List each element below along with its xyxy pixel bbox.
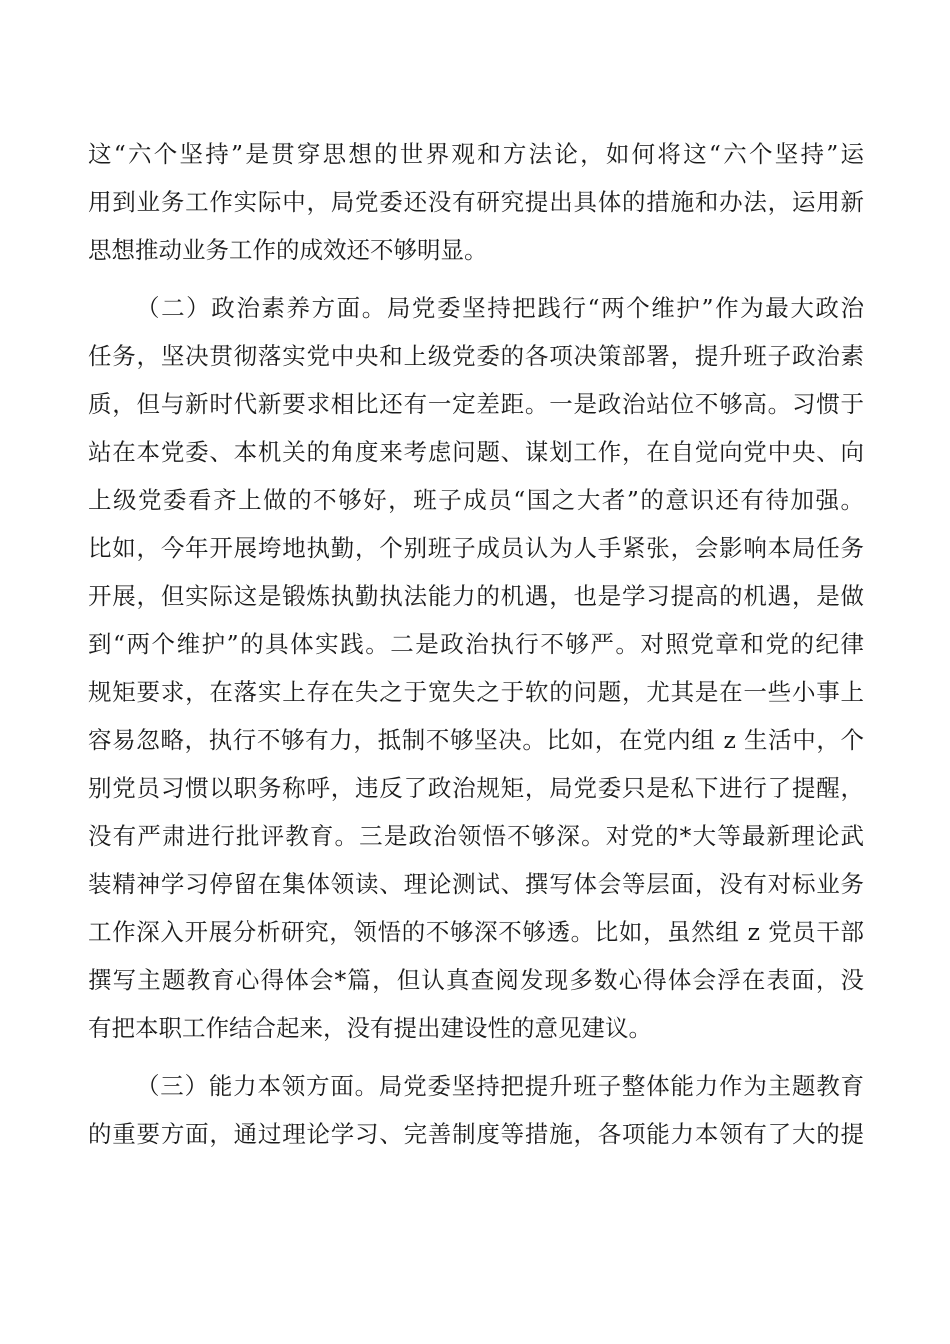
text-line: 任务，坚决贯彻落实党中央和上级党委的各项决策部署，提升班子政治素 bbox=[88, 342, 864, 370]
text-line: 用到业务工作实际中，局党委还没有研究提出具体的措施和办法，运用新 bbox=[88, 188, 864, 216]
text-line: 有把本职工作结合起来，没有提出建设性的意见建议。 bbox=[88, 1014, 652, 1042]
text-line: 站在本党委、本机关的角度来考虑问题、谋划工作，在自觉向党中央、向 bbox=[88, 438, 864, 466]
paragraph-3 bbox=[88, 1062, 864, 1158]
text-line: （三）能力本领方面。局党委坚持把提升班子整体能力作为主题教育 bbox=[136, 1072, 864, 1100]
text-line: 撰写主题教育心得体会*篇，但认真查阅发现多数心得体会浮在表面，没 bbox=[88, 966, 864, 994]
text-line: 别党员习惯以职务称呼，违反了政治规矩，局党委只是私下进行了提醒， bbox=[88, 774, 864, 802]
text-line: 没有严肃进行批评教育。三是政治领悟不够深。对党的*大等最新理论武 bbox=[88, 822, 864, 850]
text-line: 这“六个坚持”是贯穿思想的世界观和方法论，如何将这“六个坚持”运 bbox=[88, 140, 864, 168]
text-line: 思想推动业务工作的成效还不够明显。 bbox=[88, 236, 488, 264]
text-line: 工作深入开展分析研究，领悟的不够深不够透。比如，虽然组 z 党员干部 bbox=[88, 918, 864, 946]
text-line: 比如，今年开展垮地执勤，个别班子成员认为人手紧张，会影响本局任务 bbox=[88, 534, 864, 562]
document-body bbox=[88, 130, 864, 1158]
text-line: 装精神学习停留在集体领读、理论测试、撰写体会等层面，没有对标业务 bbox=[88, 870, 864, 898]
paragraph-gap bbox=[88, 1052, 864, 1062]
text-line: （二）政治素养方面。局党委坚持把践行“两个维护”作为最大政治 bbox=[136, 294, 864, 322]
text-line: 上级党委看齐上做的不够好，班子成员“国之大者”的意识还有待加强。 bbox=[88, 486, 864, 514]
text-line: 的重要方面，通过理论学习、完善制度等措施，各项能力本领有了大的提 bbox=[88, 1120, 864, 1148]
text-line: 开展，但实际这是锻炼执勤执法能力的机遇，也是学习提高的机遇，是做 bbox=[88, 582, 864, 610]
paragraph-2 bbox=[88, 284, 864, 1052]
paragraph-1 bbox=[88, 130, 864, 274]
text-line: 容易忽略，执行不够有力，抵制不够坚决。比如，在党内组 z 生活中，个 bbox=[88, 726, 864, 754]
text-line: 到“两个维护”的具体实践。二是政治执行不够严。对照党章和党的纪律 bbox=[88, 630, 864, 658]
text-line: 规矩要求，在落实上存在失之于宽失之于软的问题，尤其是在一些小事上 bbox=[88, 678, 864, 706]
paragraph-gap bbox=[88, 274, 864, 284]
text-line: 质，但与新时代新要求相比还有一定差距。一是政治站位不够高。习惯于 bbox=[88, 390, 864, 418]
